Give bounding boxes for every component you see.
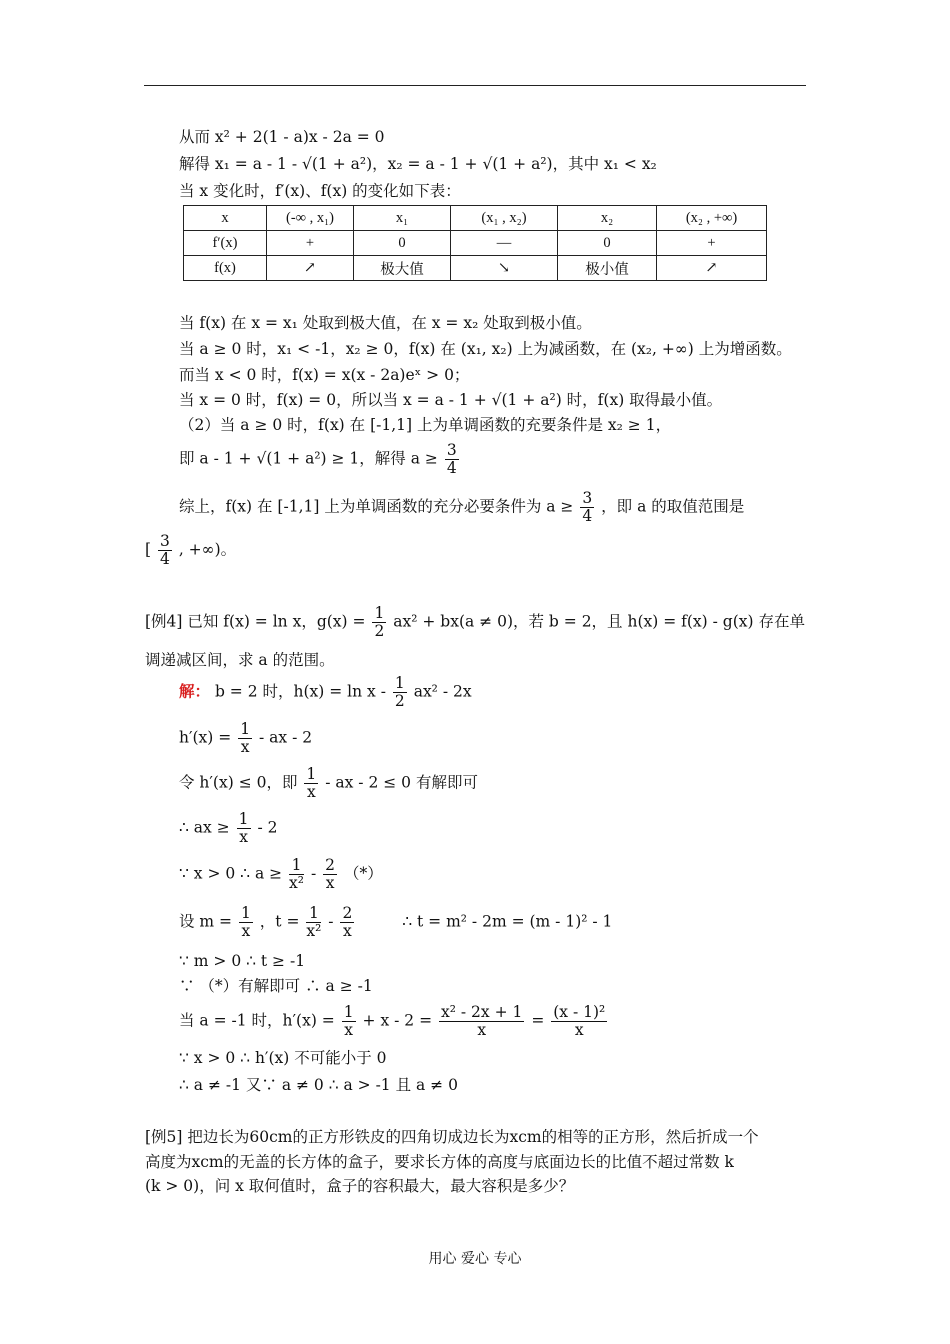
table-cell: 极小值 xyxy=(558,256,657,281)
fraction xyxy=(580,490,594,525)
fraction xyxy=(342,1004,356,1039)
table-cell: ↗ xyxy=(657,256,767,281)
text-segment: ax² + bx(a ≠ 0)，若 b = 2，且 h(x) = f(x) - g(x) 存在单 xyxy=(393,612,805,631)
table-cell: (x₁ , x₂) xyxy=(451,206,558,231)
text-line: 当 a ≥ 0 时，x₁ < -1，x₂ ≥ 0，f(x) 在 (x₁, x₂) 上为减函数，在 (x₂, +∞) 上为增函数。 xyxy=(179,340,792,358)
text-segment: ∴ t = m² - 2m = (m - 1)² - 1 xyxy=(402,912,613,931)
example-4-line: 调递减区间，求 a 的范围。 xyxy=(145,651,335,669)
text-segment: - ax - 2 xyxy=(259,728,313,747)
text-segment: - xyxy=(328,912,334,931)
fraction xyxy=(393,675,407,710)
text-line: （2）当 a ≥ 0 时，f(x) 在 [-1,1] 上为单调函数的充要条件是 x₂ ≥ 1， xyxy=(179,416,672,434)
solution-step xyxy=(179,905,612,940)
fraction-numerator: 1 xyxy=(306,905,321,923)
fraction-denominator: x xyxy=(343,922,352,940)
fraction xyxy=(372,605,386,640)
solution-step xyxy=(179,766,478,801)
fraction-numerator: 1 xyxy=(374,604,385,622)
fraction-denominator: x xyxy=(574,1021,584,1039)
fraction-numerator: 1 xyxy=(306,765,317,783)
fraction-denominator: x xyxy=(241,922,251,940)
fraction xyxy=(551,1004,607,1039)
text-segment: ∵ x > 0 ∴ a ≥ xyxy=(179,864,283,883)
fraction-numerator: 2 xyxy=(325,856,336,874)
table-cell: ↗ xyxy=(267,256,354,281)
fraction-denominator: 4 xyxy=(160,550,170,568)
solution-step: ∴ a ≠ -1 又∵ a ≠ 0 ∴ a > -1 且 a ≠ 0 xyxy=(179,1076,458,1094)
fraction-numerator: 2 xyxy=(342,904,353,922)
fraction-denominator: x xyxy=(344,1021,354,1039)
fraction xyxy=(340,905,354,940)
table-cell: — xyxy=(451,231,558,256)
text-segment: （*） xyxy=(343,864,383,883)
text-segment: ，t = xyxy=(259,912,300,931)
table-cell: f(x) xyxy=(184,256,267,281)
fraction-denominator: x xyxy=(306,783,316,801)
text-line xyxy=(179,442,461,477)
solution-step xyxy=(179,1004,609,1039)
fraction-denominator: 2 xyxy=(394,692,405,710)
fraction-numerator: 1 xyxy=(343,1003,354,1021)
example-5-line: [例5] 把边长为60cm的正方形铁皮的四角切成边长为xcm的相等的正方形，然后折成一个 xyxy=(145,1128,759,1146)
solution-step: ∵ （*）有解即可 ∴ a ≥ -1 xyxy=(179,977,373,995)
solution-step xyxy=(179,721,312,756)
fraction xyxy=(238,721,252,756)
solution-step xyxy=(179,811,277,846)
example-4-line xyxy=(145,605,805,640)
table-cell: + xyxy=(267,231,354,256)
fraction-numerator: 1 xyxy=(289,857,304,875)
text-segment: b = 2 时，h(x) = ln x - xyxy=(214,682,386,701)
fraction-numerator: x² - 2x + 1 xyxy=(441,1003,523,1021)
fraction xyxy=(237,811,251,846)
fraction-denominator: x xyxy=(239,828,248,846)
fraction xyxy=(304,766,318,801)
table-cell: 0 xyxy=(558,231,657,256)
example-5-line: 高度为xcm的无盖的长方体的盒子，要求长方体的高度与底面边长的比值不超过常数 k xyxy=(145,1153,734,1171)
table-row xyxy=(184,256,767,281)
solution-step: ∵ x > 0 ∴ h′(x) 不可能小于 0 xyxy=(179,1049,387,1067)
fraction-denominator: x² xyxy=(289,874,305,892)
text-segment: - 2 xyxy=(257,818,278,837)
solution-label: 解： xyxy=(179,681,211,701)
fraction xyxy=(445,442,459,477)
table-cell: f′(x) xyxy=(184,231,267,256)
text-segment: 综上，f(x) 在 [-1,1] 上为单调函数的充分必要条件为 a ≥ xyxy=(179,497,574,516)
text-segment: , +∞)。 xyxy=(178,540,237,559)
text-line xyxy=(179,490,744,525)
table-header-row xyxy=(184,206,767,231)
table-cell: 0 xyxy=(354,231,451,256)
text-segment: ∴ ax ≥ xyxy=(179,818,230,837)
fraction-numerator: 3 xyxy=(160,532,170,550)
table-row xyxy=(184,231,767,256)
solution-step xyxy=(179,675,472,710)
fraction-numerator: 1 xyxy=(238,810,249,828)
fraction-numerator: (x - 1)² xyxy=(553,1003,606,1021)
text-line: 当 x = 0 时，f(x) = 0，所以当 x = a - 1 + √(1 + a²) 时，f(x) 取得最小值。 xyxy=(179,391,723,409)
fraction xyxy=(323,857,337,892)
table-cell: (x₂ , +∞) xyxy=(657,206,767,231)
fraction-denominator: x xyxy=(325,874,335,892)
text-segment: - ax - 2 ≤ 0 有解即可 xyxy=(325,773,478,792)
fraction xyxy=(289,857,304,892)
text-segment: - xyxy=(310,864,317,883)
fraction-numerator: 1 xyxy=(240,904,251,922)
text-segment: h′(x) = xyxy=(179,728,232,747)
fraction-numerator: 3 xyxy=(446,441,457,459)
solution-step xyxy=(179,857,383,892)
table-cell: ↘ xyxy=(451,256,558,281)
text-segment: [ xyxy=(145,540,152,559)
table-cell: (-∞ , x₁) xyxy=(267,206,354,231)
text-line: 而当 x < 0 时，f(x) = x(x - 2a)eˣ > 0； xyxy=(179,366,470,384)
fraction-numerator: 1 xyxy=(394,674,405,692)
variation-table xyxy=(183,205,767,281)
fraction-denominator: 4 xyxy=(582,507,593,525)
text-segment: 当 a = -1 时，h′(x) = xyxy=(179,1011,335,1030)
equation-line: 从而 x² + 2(1 - a)x - 2a = 0 xyxy=(179,128,385,146)
fraction xyxy=(306,905,321,940)
text-segment: ，即 a 的取值范围是 xyxy=(601,497,745,516)
fraction-denominator: 4 xyxy=(446,459,457,477)
example-5-line: (k > 0)，问 x 取何值时，盒子的容积最大，最大容积是多少？ xyxy=(145,1177,575,1195)
table-cell: x xyxy=(184,206,267,231)
text-segment: 设 m = xyxy=(179,912,233,931)
header-rule xyxy=(144,85,806,86)
table-cell: 极大值 xyxy=(354,256,451,281)
fraction-denominator: x xyxy=(240,738,250,756)
table-cell: x₂ xyxy=(558,206,657,231)
page-footer: 用心 爱心 专心 xyxy=(428,1251,522,1267)
text-segment: + x - 2 = xyxy=(362,1011,433,1030)
fraction-denominator: x² xyxy=(306,922,322,940)
fraction xyxy=(439,1004,524,1039)
fraction-numerator: 1 xyxy=(240,720,251,738)
text-segment: ax² - 2x xyxy=(413,682,472,701)
text-segment: 即 a - 1 + √(1 + a²) ≥ 1，解得 a ≥ xyxy=(179,449,438,468)
text-segment: 令 h′(x) ≤ 0，即 xyxy=(179,773,298,792)
fraction-denominator: 2 xyxy=(374,622,385,640)
text-line xyxy=(145,533,236,568)
table-cell: + xyxy=(657,231,767,256)
table-intro: 当 x 变化时，f′(x)、f(x) 的变化如下表： xyxy=(179,182,461,200)
fraction-numerator: 3 xyxy=(582,489,593,507)
text-line: 当 f(x) 在 x = x₁ 处取到极大值，在 x = x₂ 处取到极小值。 xyxy=(179,314,592,332)
text-segment: [例4] 已知 f(x) = ln x，g(x) = xyxy=(145,612,366,631)
fraction xyxy=(239,905,253,940)
fraction xyxy=(158,533,172,568)
text-segment: = xyxy=(531,1011,545,1030)
fraction-denominator: x xyxy=(477,1021,487,1039)
solution-line: 解得 x₁ = a - 1 - √(1 + a²)，x₂ = a - 1 + √(1 + a²)，其中 x₁ < x₂ xyxy=(179,155,657,173)
solution-step: ∵ m > 0 ∴ t ≥ -1 xyxy=(179,952,306,970)
table-cell: x₁ xyxy=(354,206,451,231)
